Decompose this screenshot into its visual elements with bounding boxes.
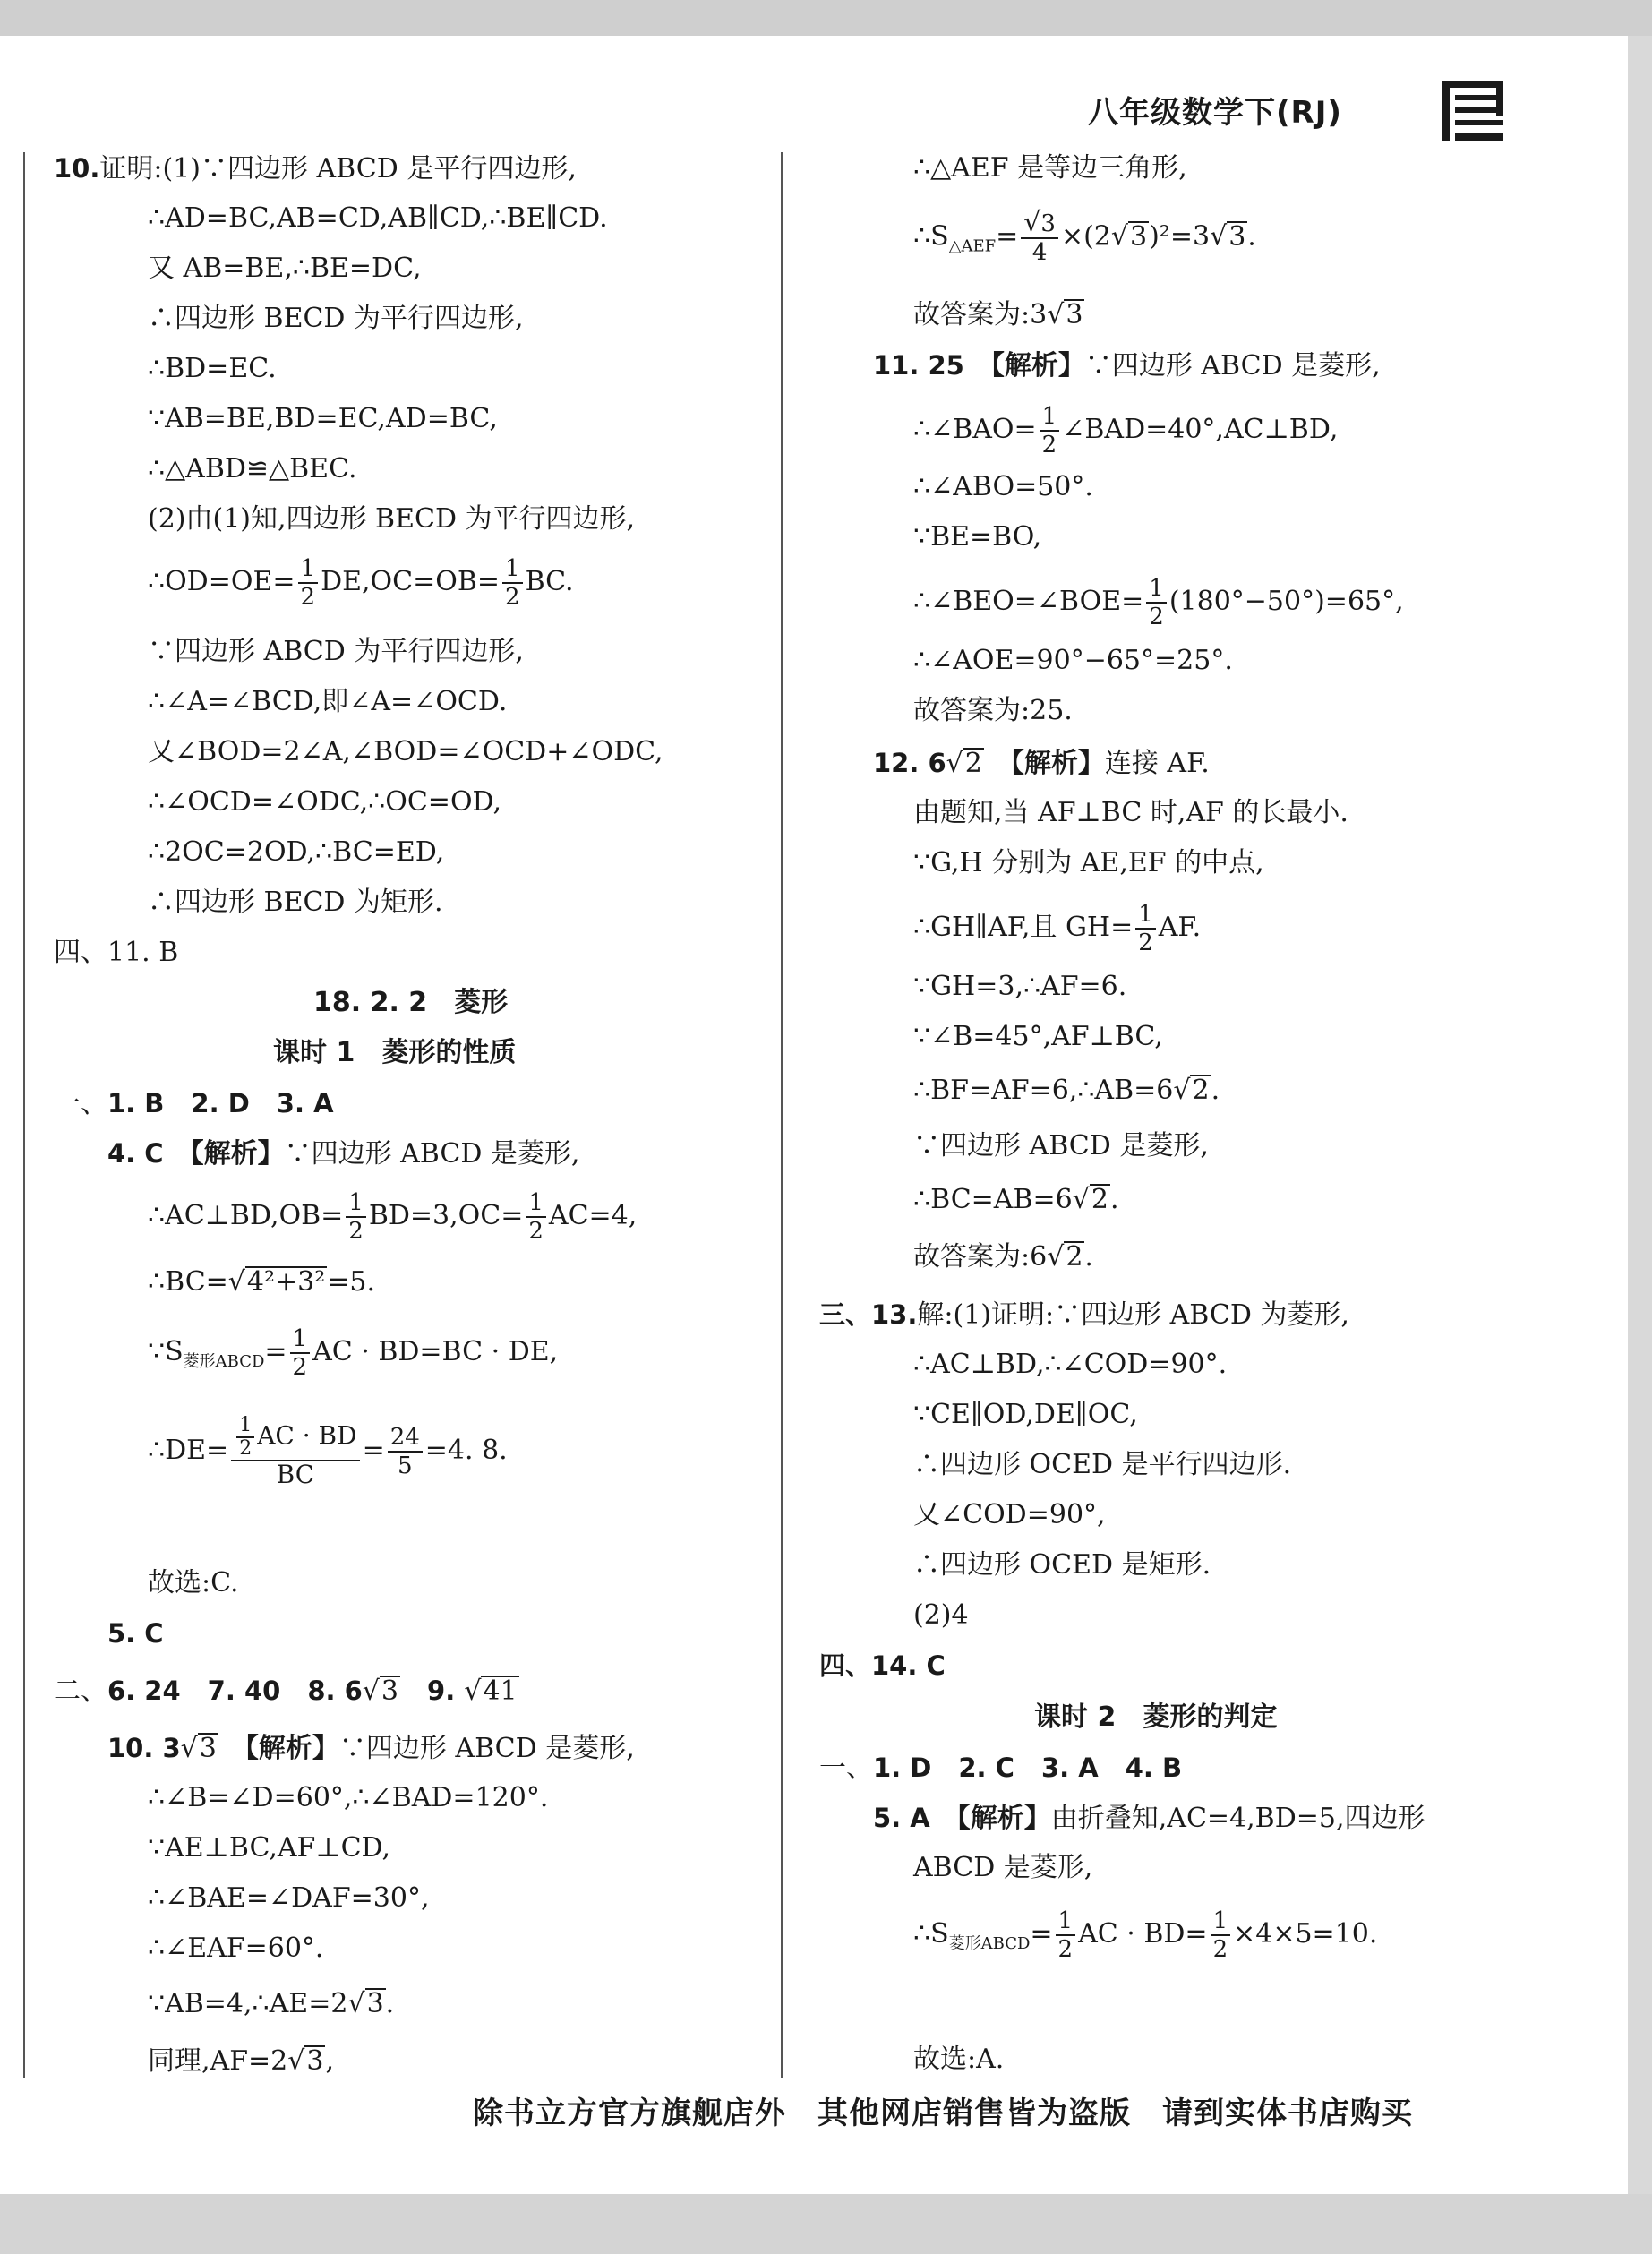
answer-12-line-3: ∵G,H 分别为 AE,EF 的中点, bbox=[913, 847, 1264, 878]
answer-5b-line-1: 5. A 【解析】由折叠知,AC=4,BD=5,四边形 bbox=[873, 1803, 1425, 1834]
answer-10b-line-5: ∴∠EAF=60°. bbox=[148, 1933, 324, 1964]
answer-4-line-1: 4. C 【解析】∵四边形 ABCD 是菱形, bbox=[107, 1138, 580, 1170]
answer-10b-line-4: ∴∠BAE=∠DAF=30°, bbox=[148, 1882, 430, 1914]
fraction-24-5: $\frac{24}{5}$ bbox=[388, 1424, 423, 1479]
answer-10-line-1: 10.证明:(1)∵四边形 ABCD 是平行四边形, bbox=[54, 153, 577, 184]
answer-4-line-3: ∴BC=√4²+3²=5. bbox=[148, 1266, 376, 1298]
answer-12-line-9: ∴BC=AB=6√2. bbox=[913, 1184, 1119, 1215]
answer-10-line-12: 又∠BOD=2∠A,∠BOD=∠OCD+∠ODC, bbox=[148, 736, 663, 767]
section-title: 18. 2. 2 菱形 bbox=[313, 987, 509, 1018]
column-divider bbox=[781, 152, 783, 2078]
answer-12-line-8: ∵四边形 ABCD 是菱形, bbox=[913, 1130, 1209, 1161]
answer-12-line-6: ∵∠B=45°,AF⊥BC, bbox=[913, 1021, 1163, 1052]
fraction-half: $\frac{1}{2}$ bbox=[526, 1189, 546, 1245]
section-1-answers: 一、1. B 2. D 3. A bbox=[54, 1088, 334, 1119]
answer-12-line-7: ∴BF=AF=6,∴AB=6√2. bbox=[913, 1075, 1220, 1106]
answer-13-line-7: (2)4 bbox=[913, 1599, 969, 1631]
answer-13-line-2: ∴AC⊥BD,∴∠COD=90°. bbox=[913, 1349, 1228, 1380]
answer-10-line-9: ∴OD=OE= $\frac{1}{2}$ DE,OC=OB= $\frac{1}{2}$ BC. bbox=[148, 555, 574, 611]
answer-10b-line-3: ∵AE⊥BC,AF⊥CD, bbox=[148, 1832, 391, 1864]
scan-bottom-margin bbox=[0, 2194, 1652, 2254]
answer-10-line-6: ∵AB=BE,BD=EC,AD=BC, bbox=[148, 403, 498, 434]
answer-10-line-7: ∴△ABD≌△BEC. bbox=[148, 453, 357, 484]
answer-10-line-15: ∴四边形 BECD 为矩形. bbox=[148, 887, 443, 918]
lesson-1-title: 课时 1 菱形的性质 bbox=[273, 1037, 517, 1068]
answer-10b-line-6: ∵AB=4,∴AE=2√3. bbox=[148, 1988, 395, 2019]
left-rule bbox=[23, 152, 25, 2078]
section-2-answers: 二、6. 24 7. 40 8. 6√3 9. √41 bbox=[54, 1676, 518, 1707]
fraction-sqrt3-4: $\frac{√3}{4}$ bbox=[1021, 210, 1058, 266]
answer-12-line-10: 故答案为:6√2. bbox=[913, 1241, 1093, 1273]
answer-10-line-14: ∴2OC=2OD,∴BC=ED, bbox=[148, 836, 445, 868]
sqrt-icon: √ bbox=[227, 1266, 245, 1298]
answer-12-line-2: 由题知,当 AF⊥BC 时,AF 的长最小. bbox=[913, 797, 1348, 828]
continued-line-2: $\therefore S_{\triangle AEF}=$ $\frac{√3}{4}$ ×(2√3)²=3√3. bbox=[913, 207, 1256, 266]
answer-13-line-1: 三、13.解:(1)证明:∵四边形 ABCD 为菱形, bbox=[819, 1299, 1349, 1331]
answer-5: 5. C bbox=[107, 1618, 164, 1649]
compound-fraction: $\frac{1}{2}$ AC · BD BC bbox=[231, 1415, 359, 1488]
fraction-half: $\frac{1}{2}$ bbox=[346, 1189, 366, 1245]
answer-4-line-4: $\because S_{菱形ABCD}=$ $\frac{1}{2}$ AC · BD=BC · DE, bbox=[148, 1325, 559, 1381]
fraction-half: $\frac{1}{2}$ bbox=[502, 555, 523, 611]
scan-top-margin bbox=[0, 0, 1652, 36]
answer-11-line-5: ∴∠BEO=∠BOE= $\frac{1}{2}$ (180°−50°)=65°, bbox=[913, 575, 1404, 630]
answer-5b-line-4: 故选:A. bbox=[913, 2044, 1005, 2075]
answer-5b-line-2: ABCD 是菱形, bbox=[913, 1852, 1093, 1883]
answer-13-line-3: ∵CE∥OD,DE∥OC, bbox=[913, 1399, 1138, 1430]
answer-11-line-2: ∴∠BAO= $\frac{1}{2}$ ∠BAD=40°,AC⊥BD, bbox=[913, 403, 1339, 459]
section-1b-answers: 一、1. D 2. C 3. A 4. B bbox=[819, 1753, 1183, 1784]
anti-piracy-footer: 除书立方官方旗舰店外 其他网店销售皆为盗版 请到实体书店购买 bbox=[473, 2095, 1413, 2131]
answer-11-line-3: ∴∠ABO=50°. bbox=[913, 471, 1093, 502]
answer-10-line-4: ∴四边形 BECD 为平行四边形, bbox=[148, 303, 524, 334]
continued-line-3: 故答案为:3√3 bbox=[913, 299, 1083, 330]
answer-10-line-10: ∵四边形 ABCD 为平行四边形, bbox=[148, 636, 524, 667]
answer-13-line-6: ∴四边形 OCED 是矩形. bbox=[913, 1549, 1211, 1581]
answer-12-line-4: ∴GH∥AF,且 GH= $\frac{1}{2}$ AF. bbox=[913, 901, 1202, 956]
radicand: 4²+3² bbox=[246, 1266, 326, 1298]
answer-4-line-6: 故选:C. bbox=[148, 1567, 239, 1598]
answer-10b-line-1: 10. 3√3 【解析】∵四边形 ABCD 是菱形, bbox=[107, 1733, 635, 1764]
answer-10b-line-2: ∴∠B=∠D=60°,∴∠BAD=120°. bbox=[148, 1782, 549, 1813]
answer-5b-line-3: $\therefore S_{菱形ABCD}=$ $\frac{1}{2}$ AC · BD= $\frac{1}{2}$ ×4×5=10. bbox=[913, 1907, 1378, 1963]
answer-11-line-7: 故答案为:25. bbox=[913, 695, 1073, 726]
answer-10-line-8: (2)由(1)知,四边形 BECD 为平行四边形, bbox=[148, 503, 636, 535]
continued-line-1: ∴△AEF 是等边三角形, bbox=[913, 152, 1187, 184]
answer-4-line-2: ∴AC⊥BD,OB= $\frac{1}{2}$ BD=3,OC= $\frac{1}{2}$ AC=4, bbox=[148, 1189, 638, 1245]
answer-10-line-5: ∴BD=EC. bbox=[148, 353, 277, 384]
fraction-half: $\frac{1}{2}$ bbox=[290, 1325, 311, 1381]
answer-13-line-4: ∴四边形 OCED 是平行四边形. bbox=[913, 1449, 1292, 1480]
answer-10-line-11: ∴∠A=∠BCD,即∠A=∠OCD. bbox=[148, 686, 508, 717]
answer-12-line-5: ∵GH=3,∴AF=6. bbox=[913, 971, 1127, 1002]
answer-13-line-5: 又∠COD=90°, bbox=[913, 1499, 1106, 1530]
page-header-title: 八年级数学下(RJ) bbox=[1088, 95, 1342, 131]
answer-11-line-1: 11. 25 【解析】∵四边形 ABCD 是菱形, bbox=[873, 350, 1381, 381]
section-4-answer-14: 四、14. C bbox=[819, 1650, 946, 1681]
answer-11-line-6: ∴∠AOE=90°−65°=25°. bbox=[913, 645, 1233, 676]
answer-4-line-5: ∴DE= $\frac{1}{2}$ AC · BD BC = $\frac{24}{5}$ =4. 8. bbox=[148, 1414, 508, 1489]
book-seal-icon bbox=[1437, 75, 1509, 147]
answer-12-line-1: 12. 6√2 【解析】连接 AF. bbox=[873, 748, 1210, 779]
answer-10-line-3: 又 AB=BE,∴BE=DC, bbox=[148, 253, 422, 284]
answer-10-line-2: ∴AD=BC,AB=CD,AB∥CD,∴BE∥CD. bbox=[148, 202, 608, 234]
answer-10b-line-7: 同理,AF=2√3, bbox=[148, 2045, 335, 2077]
section-4-answer-11: 四、11. B bbox=[54, 937, 179, 968]
fraction-half: $\frac{1}{2}$ bbox=[298, 555, 319, 611]
lesson-2-title: 课时 2 菱形的判定 bbox=[1034, 1701, 1278, 1733]
answer-11-line-4: ∵BE=BO, bbox=[913, 521, 1042, 553]
answer-10-line-13: ∴∠OCD=∠ODC,∴OC=OD, bbox=[148, 786, 502, 818]
